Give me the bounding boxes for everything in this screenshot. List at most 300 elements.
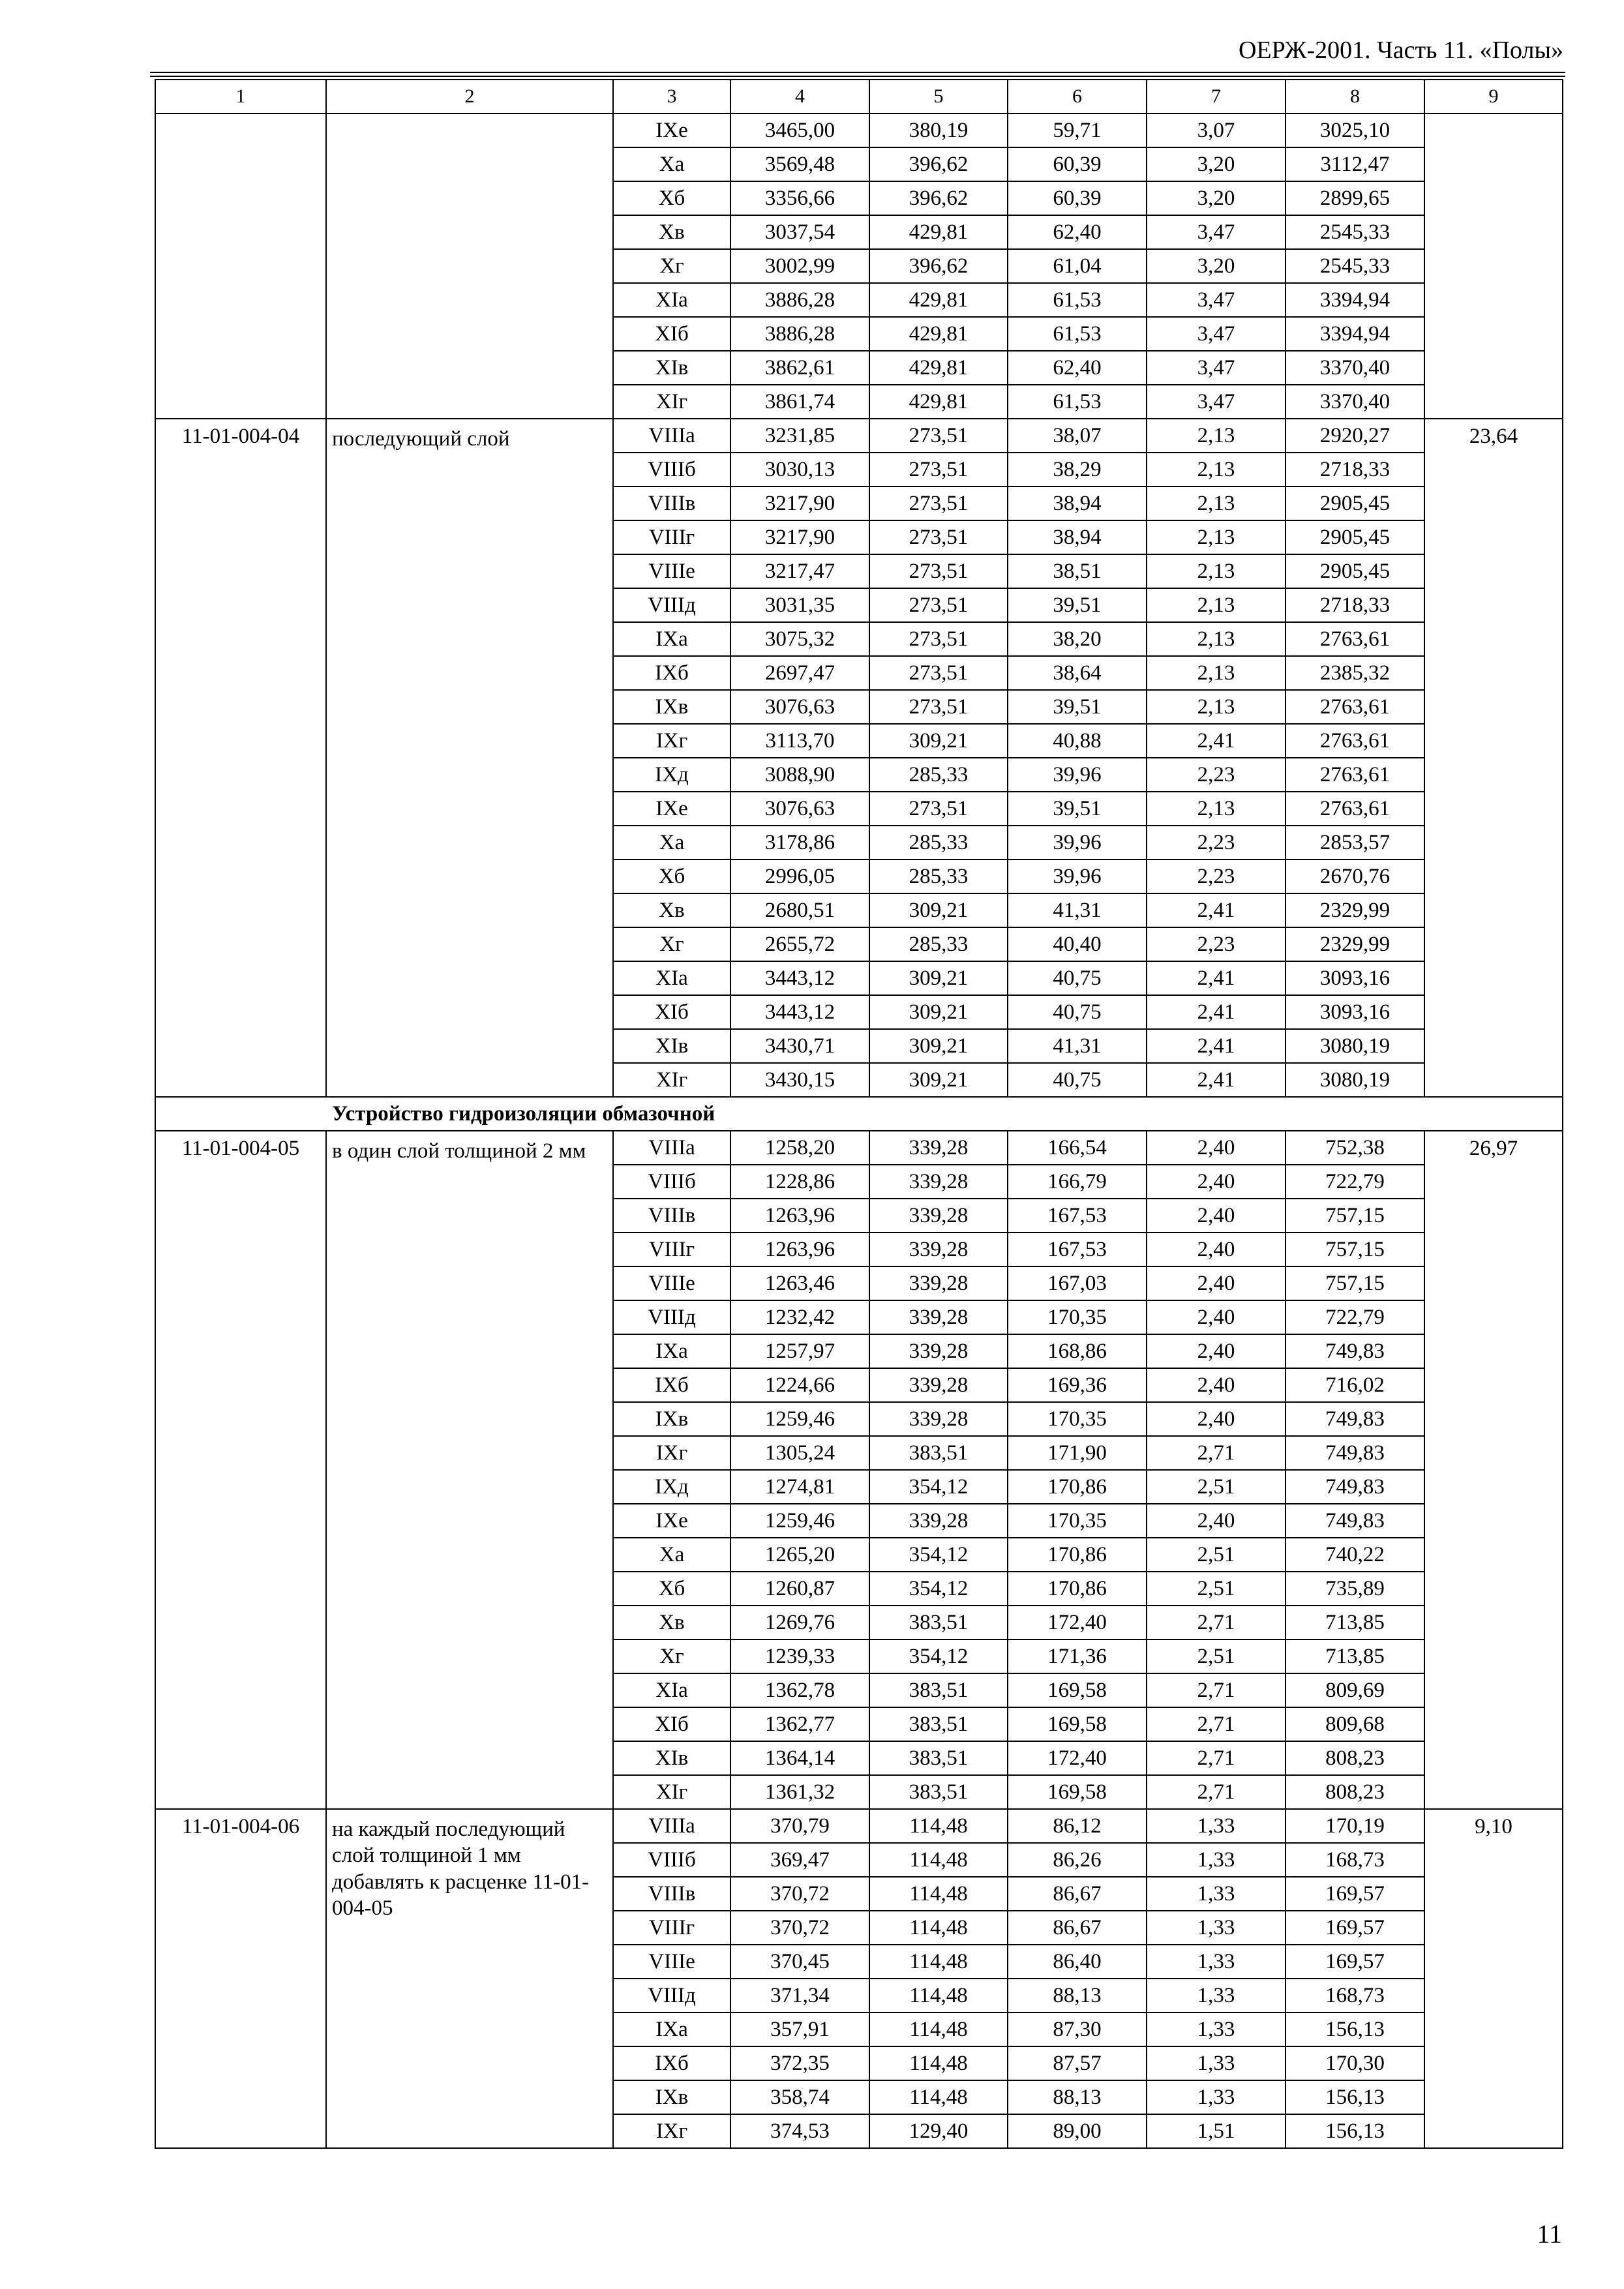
machinists-wages-cell: 2,40 bbox=[1147, 1266, 1286, 1300]
machines-cell: 38,29 bbox=[1008, 453, 1147, 486]
direct-cost-cell: 3443,12 bbox=[730, 995, 869, 1029]
region-cell: VIIIе bbox=[613, 1266, 730, 1300]
materials-cell: 2763,61 bbox=[1286, 622, 1424, 656]
machinists-wages-cell: 2,51 bbox=[1147, 1470, 1286, 1504]
direct-cost-cell: 1362,78 bbox=[730, 1673, 869, 1707]
direct-cost-cell: 1224,66 bbox=[730, 1368, 869, 1402]
machines-cell: 39,51 bbox=[1008, 690, 1147, 724]
region-cell: XIг bbox=[613, 1063, 730, 1097]
machinists-wages-cell: 1,33 bbox=[1147, 2012, 1286, 2046]
column-header-1: 1 bbox=[155, 80, 326, 113]
direct-cost-cell: 3443,12 bbox=[730, 961, 869, 995]
wages-cell: 396,62 bbox=[869, 249, 1008, 283]
wages-cell: 309,21 bbox=[869, 724, 1008, 758]
machines-cell: 88,13 bbox=[1008, 1979, 1147, 2012]
machinists-wages-cell: 3,47 bbox=[1147, 351, 1286, 385]
machinists-wages-cell: 2,13 bbox=[1147, 486, 1286, 520]
materials-cell: 752,38 bbox=[1286, 1131, 1424, 1165]
wages-cell: 429,81 bbox=[869, 351, 1008, 385]
wages-cell: 396,62 bbox=[869, 147, 1008, 181]
machines-cell: 61,53 bbox=[1008, 317, 1147, 351]
machinists-wages-cell: 3,20 bbox=[1147, 147, 1286, 181]
machinists-wages-cell: 2,40 bbox=[1147, 1368, 1286, 1402]
region-cell: IXв bbox=[613, 1402, 730, 1436]
direct-cost-cell: 1305,24 bbox=[730, 1436, 869, 1470]
direct-cost-cell: 3217,90 bbox=[730, 486, 869, 520]
wages-cell: 383,51 bbox=[869, 1707, 1008, 1741]
materials-cell: 749,83 bbox=[1286, 1334, 1424, 1368]
region-cell: IXб bbox=[613, 656, 730, 690]
materials-cell: 170,30 bbox=[1286, 2046, 1424, 2080]
materials-cell: 3370,40 bbox=[1286, 385, 1424, 419]
region-cell: VIIIв bbox=[613, 486, 730, 520]
labor-cost-cell: 9,10 bbox=[1424, 1809, 1563, 2148]
direct-cost-cell: 1257,97 bbox=[730, 1334, 869, 1368]
machinists-wages-cell: 2,23 bbox=[1147, 758, 1286, 792]
machines-cell: 168,86 bbox=[1008, 1334, 1147, 1368]
machines-cell: 40,75 bbox=[1008, 961, 1147, 995]
direct-cost-cell: 1265,20 bbox=[730, 1538, 869, 1572]
wages-cell: 429,81 bbox=[869, 283, 1008, 317]
direct-cost-cell: 3178,86 bbox=[730, 826, 869, 860]
direct-cost-cell: 2697,47 bbox=[730, 656, 869, 690]
materials-cell: 716,02 bbox=[1286, 1368, 1424, 1402]
machines-cell: 61,04 bbox=[1008, 249, 1147, 283]
direct-cost-cell: 1269,76 bbox=[730, 1606, 869, 1639]
wages-cell: 273,51 bbox=[869, 554, 1008, 588]
machinists-wages-cell: 1,33 bbox=[1147, 1945, 1286, 1979]
column-header-7: 7 bbox=[1147, 80, 1286, 113]
machines-cell: 86,67 bbox=[1008, 1911, 1147, 1945]
wages-cell: 383,51 bbox=[869, 1673, 1008, 1707]
wages-cell: 273,51 bbox=[869, 486, 1008, 520]
materials-cell: 3080,19 bbox=[1286, 1029, 1424, 1063]
machinists-wages-cell: 2,23 bbox=[1147, 927, 1286, 961]
direct-cost-cell: 1263,46 bbox=[730, 1266, 869, 1300]
machines-cell: 170,86 bbox=[1008, 1538, 1147, 1572]
code-cell: 11-01-004-06 bbox=[155, 1809, 326, 2148]
wages-cell: 429,81 bbox=[869, 317, 1008, 351]
column-header-row bbox=[155, 80, 1563, 113]
region-cell: IXе bbox=[613, 792, 730, 826]
wages-cell: 429,81 bbox=[869, 215, 1008, 249]
direct-cost-cell: 3031,35 bbox=[730, 588, 869, 622]
wages-cell: 273,51 bbox=[869, 622, 1008, 656]
region-cell: IXд bbox=[613, 758, 730, 792]
materials-cell: 3394,94 bbox=[1286, 317, 1424, 351]
machines-cell: 170,35 bbox=[1008, 1300, 1147, 1334]
code-cell: 11-01-004-05 bbox=[155, 1131, 326, 1809]
region-cell: VIIIа bbox=[613, 1131, 730, 1165]
region-cell: XIв bbox=[613, 1029, 730, 1063]
wages-cell: 114,48 bbox=[869, 1843, 1008, 1877]
machinists-wages-cell: 1,33 bbox=[1147, 1911, 1286, 1945]
column-header-3: 3 bbox=[613, 80, 730, 113]
region-cell: IXе bbox=[613, 1504, 730, 1538]
labor-cost-cell: 23,64 bbox=[1424, 419, 1563, 1097]
machines-cell: 167,53 bbox=[1008, 1233, 1147, 1266]
direct-cost-cell: 2996,05 bbox=[730, 860, 869, 893]
machines-cell: 171,36 bbox=[1008, 1639, 1147, 1673]
machines-cell: 171,90 bbox=[1008, 1436, 1147, 1470]
wages-cell: 383,51 bbox=[869, 1436, 1008, 1470]
region-cell: Xв bbox=[613, 1606, 730, 1639]
machines-cell: 170,86 bbox=[1008, 1572, 1147, 1606]
direct-cost-cell: 1258,20 bbox=[730, 1131, 869, 1165]
machines-cell: 167,53 bbox=[1008, 1199, 1147, 1233]
region-cell: XIб bbox=[613, 1707, 730, 1741]
wages-cell: 114,48 bbox=[869, 2080, 1008, 2114]
machinists-wages-cell: 2,71 bbox=[1147, 1436, 1286, 1470]
machinists-wages-cell: 1,51 bbox=[1147, 2114, 1286, 2148]
materials-cell: 2853,57 bbox=[1286, 826, 1424, 860]
machines-cell: 62,40 bbox=[1008, 215, 1147, 249]
machinists-wages-cell: 2,13 bbox=[1147, 554, 1286, 588]
direct-cost-cell: 358,74 bbox=[730, 2080, 869, 2114]
wages-cell: 339,28 bbox=[869, 1266, 1008, 1300]
machinists-wages-cell: 2,41 bbox=[1147, 724, 1286, 758]
machines-cell: 86,67 bbox=[1008, 1877, 1147, 1911]
materials-cell: 2763,61 bbox=[1286, 758, 1424, 792]
machines-cell: 38,51 bbox=[1008, 554, 1147, 588]
machines-cell: 40,88 bbox=[1008, 724, 1147, 758]
machines-cell: 170,35 bbox=[1008, 1504, 1147, 1538]
machinists-wages-cell: 2,13 bbox=[1147, 656, 1286, 690]
region-cell: Xб bbox=[613, 860, 730, 893]
wages-cell: 114,48 bbox=[869, 2046, 1008, 2080]
materials-cell: 722,79 bbox=[1286, 1300, 1424, 1334]
machinists-wages-cell: 1,33 bbox=[1147, 2080, 1286, 2114]
wages-cell: 354,12 bbox=[869, 1470, 1008, 1504]
direct-cost-cell: 3861,74 bbox=[730, 385, 869, 419]
wages-cell: 273,51 bbox=[869, 690, 1008, 724]
machinists-wages-cell: 1,33 bbox=[1147, 1979, 1286, 2012]
direct-cost-cell: 1260,87 bbox=[730, 1572, 869, 1606]
region-cell: IXд bbox=[613, 1470, 730, 1504]
machines-cell: 38,94 bbox=[1008, 520, 1147, 554]
machinists-wages-cell: 2,13 bbox=[1147, 520, 1286, 554]
machines-cell: 167,03 bbox=[1008, 1266, 1147, 1300]
direct-cost-cell: 357,91 bbox=[730, 2012, 869, 2046]
column-header-4: 4 bbox=[730, 80, 869, 113]
wages-cell: 285,33 bbox=[869, 927, 1008, 961]
wages-cell: 273,51 bbox=[869, 656, 1008, 690]
direct-cost-cell: 370,79 bbox=[730, 1809, 869, 1843]
direct-cost-cell: 1361,32 bbox=[730, 1775, 869, 1809]
region-cell: IXб bbox=[613, 2046, 730, 2080]
machines-cell: 38,94 bbox=[1008, 486, 1147, 520]
wages-cell: 114,48 bbox=[869, 1979, 1008, 2012]
materials-cell: 2545,33 bbox=[1286, 249, 1424, 283]
materials-cell: 2763,61 bbox=[1286, 792, 1424, 826]
name-cell bbox=[326, 113, 613, 419]
direct-cost-cell: 370,45 bbox=[730, 1945, 869, 1979]
machinists-wages-cell: 2,51 bbox=[1147, 1639, 1286, 1673]
machinists-wages-cell: 2,71 bbox=[1147, 1673, 1286, 1707]
region-cell: XIв bbox=[613, 1741, 730, 1775]
direct-cost-cell: 3113,70 bbox=[730, 724, 869, 758]
labor-cost-cell: 26,97 bbox=[1424, 1131, 1563, 1809]
table-row bbox=[155, 419, 1563, 453]
direct-cost-cell: 3076,63 bbox=[730, 690, 869, 724]
machines-cell: 61,53 bbox=[1008, 283, 1147, 317]
machines-cell: 39,96 bbox=[1008, 826, 1147, 860]
direct-cost-cell: 3076,63 bbox=[730, 792, 869, 826]
region-cell: XIв bbox=[613, 351, 730, 385]
machines-cell: 38,20 bbox=[1008, 622, 1147, 656]
wages-cell: 114,48 bbox=[869, 1809, 1008, 1843]
region-cell: Xа bbox=[613, 826, 730, 860]
machines-cell: 166,79 bbox=[1008, 1165, 1147, 1199]
machines-cell: 169,58 bbox=[1008, 1775, 1147, 1809]
materials-cell: 169,57 bbox=[1286, 1911, 1424, 1945]
machines-cell: 166,54 bbox=[1008, 1131, 1147, 1165]
direct-cost-cell: 1263,96 bbox=[730, 1233, 869, 1266]
materials-cell: 2905,45 bbox=[1286, 486, 1424, 520]
direct-cost-cell: 3217,47 bbox=[730, 554, 869, 588]
machinists-wages-cell: 1,33 bbox=[1147, 1809, 1286, 1843]
name-cell: в один слой толщиной 2 мм bbox=[326, 1131, 613, 1809]
materials-cell: 168,73 bbox=[1286, 1843, 1424, 1877]
header-rule-top bbox=[150, 72, 1565, 73]
materials-cell: 809,69 bbox=[1286, 1673, 1424, 1707]
region-cell: VIIIг bbox=[613, 1911, 730, 1945]
materials-cell: 2385,32 bbox=[1286, 656, 1424, 690]
machinists-wages-cell: 3,20 bbox=[1147, 181, 1286, 215]
materials-cell: 757,15 bbox=[1286, 1199, 1424, 1233]
name-cell: на каждый последующий слой толщиной 1 мм добавлять к расценке 11-01-004-05 bbox=[326, 1809, 613, 2148]
materials-cell: 713,85 bbox=[1286, 1639, 1424, 1673]
region-cell: VIIIд bbox=[613, 1300, 730, 1334]
direct-cost-cell: 3356,66 bbox=[730, 181, 869, 215]
code-cell bbox=[155, 113, 326, 419]
machines-cell: 41,31 bbox=[1008, 1029, 1147, 1063]
machinists-wages-cell: 2,40 bbox=[1147, 1233, 1286, 1266]
machines-cell: 86,12 bbox=[1008, 1809, 1147, 1843]
region-cell: Xг bbox=[613, 249, 730, 283]
wages-cell: 309,21 bbox=[869, 1063, 1008, 1097]
materials-cell: 3080,19 bbox=[1286, 1063, 1424, 1097]
direct-cost-cell: 374,53 bbox=[730, 2114, 869, 2148]
wages-cell: 383,51 bbox=[869, 1741, 1008, 1775]
direct-cost-cell: 1362,77 bbox=[730, 1707, 869, 1741]
direct-cost-cell: 3862,61 bbox=[730, 351, 869, 385]
machinists-wages-cell: 2,41 bbox=[1147, 1063, 1286, 1097]
machines-cell: 89,00 bbox=[1008, 2114, 1147, 2148]
direct-cost-cell: 3231,85 bbox=[730, 419, 869, 453]
direct-cost-cell: 3430,15 bbox=[730, 1063, 869, 1097]
wages-cell: 383,51 bbox=[869, 1775, 1008, 1809]
region-cell: VIIIг bbox=[613, 1233, 730, 1266]
machinists-wages-cell: 2,71 bbox=[1147, 1707, 1286, 1741]
materials-cell: 740,22 bbox=[1286, 1538, 1424, 1572]
table-row bbox=[155, 1809, 1563, 1843]
materials-cell: 722,79 bbox=[1286, 1165, 1424, 1199]
direct-cost-cell: 1259,46 bbox=[730, 1402, 869, 1436]
region-cell: XIа bbox=[613, 1673, 730, 1707]
machines-cell: 86,26 bbox=[1008, 1843, 1147, 1877]
wages-cell: 129,40 bbox=[869, 2114, 1008, 2148]
region-cell: Xг bbox=[613, 927, 730, 961]
region-cell: IXа bbox=[613, 622, 730, 656]
wages-cell: 354,12 bbox=[869, 1572, 1008, 1606]
region-cell: VIIIг bbox=[613, 520, 730, 554]
machinists-wages-cell: 1,33 bbox=[1147, 2046, 1286, 2080]
region-cell: Xа bbox=[613, 147, 730, 181]
machinists-wages-cell: 2,41 bbox=[1147, 893, 1286, 927]
machinists-wages-cell: 2,23 bbox=[1147, 826, 1286, 860]
wages-cell: 309,21 bbox=[869, 961, 1008, 995]
direct-cost-cell: 3037,54 bbox=[730, 215, 869, 249]
materials-cell: 757,15 bbox=[1286, 1233, 1424, 1266]
machines-cell: 40,40 bbox=[1008, 927, 1147, 961]
materials-cell: 749,83 bbox=[1286, 1470, 1424, 1504]
materials-cell: 156,13 bbox=[1286, 2080, 1424, 2114]
region-cell: IXа bbox=[613, 2012, 730, 2046]
region-cell: VIIIб bbox=[613, 1165, 730, 1199]
materials-cell: 2905,45 bbox=[1286, 520, 1424, 554]
machinists-wages-cell: 2,23 bbox=[1147, 860, 1286, 893]
region-cell: VIIIа bbox=[613, 419, 730, 453]
machines-cell: 62,40 bbox=[1008, 351, 1147, 385]
machinists-wages-cell: 2,13 bbox=[1147, 453, 1286, 486]
materials-cell: 808,23 bbox=[1286, 1775, 1424, 1809]
direct-cost-cell: 372,35 bbox=[730, 2046, 869, 2080]
region-cell: IXе bbox=[613, 113, 730, 147]
materials-cell: 749,83 bbox=[1286, 1504, 1424, 1538]
wages-cell: 339,28 bbox=[869, 1199, 1008, 1233]
machines-cell: 39,51 bbox=[1008, 588, 1147, 622]
direct-cost-cell: 1232,42 bbox=[730, 1300, 869, 1334]
machinists-wages-cell: 2,40 bbox=[1147, 1504, 1286, 1538]
region-cell: IXг bbox=[613, 1436, 730, 1470]
materials-cell: 2545,33 bbox=[1286, 215, 1424, 249]
machinists-wages-cell: 3,47 bbox=[1147, 215, 1286, 249]
materials-cell: 168,73 bbox=[1286, 1979, 1424, 2012]
materials-cell: 757,15 bbox=[1286, 1266, 1424, 1300]
region-cell: VIIIв bbox=[613, 1199, 730, 1233]
machines-cell: 61,53 bbox=[1008, 385, 1147, 419]
wages-cell: 339,28 bbox=[869, 1233, 1008, 1266]
region-cell: Xб bbox=[613, 181, 730, 215]
column-header-6: 6 bbox=[1008, 80, 1147, 113]
region-cell: VIIIб bbox=[613, 453, 730, 486]
section-title-row bbox=[155, 1097, 1563, 1131]
machinists-wages-cell: 3,47 bbox=[1147, 283, 1286, 317]
direct-cost-cell: 1259,46 bbox=[730, 1504, 869, 1538]
machines-cell: 40,75 bbox=[1008, 995, 1147, 1029]
region-cell: IXг bbox=[613, 2114, 730, 2148]
materials-cell: 808,23 bbox=[1286, 1741, 1424, 1775]
column-header-5: 5 bbox=[869, 80, 1008, 113]
machinists-wages-cell: 2,41 bbox=[1147, 961, 1286, 995]
column-header-2: 2 bbox=[326, 80, 613, 113]
region-cell: VIIIа bbox=[613, 1809, 730, 1843]
direct-cost-cell: 371,34 bbox=[730, 1979, 869, 2012]
machines-cell: 60,39 bbox=[1008, 147, 1147, 181]
document-header: ОЕРЖ-2001. Часть 11. «Полы» bbox=[1238, 37, 1563, 64]
direct-cost-cell: 3430,71 bbox=[730, 1029, 869, 1063]
materials-cell: 3093,16 bbox=[1286, 995, 1424, 1029]
region-cell: Xг bbox=[613, 1639, 730, 1673]
region-cell: Xа bbox=[613, 1538, 730, 1572]
materials-cell: 169,57 bbox=[1286, 1945, 1424, 1979]
machines-cell: 40,75 bbox=[1008, 1063, 1147, 1097]
region-cell: Xб bbox=[613, 1572, 730, 1606]
direct-cost-cell: 3075,32 bbox=[730, 622, 869, 656]
direct-cost-cell: 3217,90 bbox=[730, 520, 869, 554]
table-row bbox=[155, 113, 1563, 147]
wages-cell: 114,48 bbox=[869, 1911, 1008, 1945]
materials-cell: 2670,76 bbox=[1286, 860, 1424, 893]
direct-cost-cell: 1274,81 bbox=[730, 1470, 869, 1504]
materials-cell: 713,85 bbox=[1286, 1606, 1424, 1639]
wages-cell: 339,28 bbox=[869, 1402, 1008, 1436]
materials-cell: 2329,99 bbox=[1286, 927, 1424, 961]
machinists-wages-cell: 2,13 bbox=[1147, 419, 1286, 453]
region-cell: Xв bbox=[613, 215, 730, 249]
machinists-wages-cell: 2,40 bbox=[1147, 1334, 1286, 1368]
wages-cell: 285,33 bbox=[869, 860, 1008, 893]
wages-cell: 339,28 bbox=[869, 1165, 1008, 1199]
table-row bbox=[155, 1131, 1563, 1165]
direct-cost-cell: 1364,14 bbox=[730, 1741, 869, 1775]
direct-cost-cell: 1239,33 bbox=[730, 1639, 869, 1673]
materials-cell: 2763,61 bbox=[1286, 690, 1424, 724]
wages-cell: 339,28 bbox=[869, 1300, 1008, 1334]
wages-cell: 354,12 bbox=[869, 1538, 1008, 1572]
direct-cost-cell: 2655,72 bbox=[730, 927, 869, 961]
wages-cell: 285,33 bbox=[869, 826, 1008, 860]
region-cell: IXа bbox=[613, 1334, 730, 1368]
machinists-wages-cell: 2,40 bbox=[1147, 1199, 1286, 1233]
machines-cell: 59,71 bbox=[1008, 113, 1147, 147]
machines-cell: 38,64 bbox=[1008, 656, 1147, 690]
machinists-wages-cell: 2,13 bbox=[1147, 792, 1286, 826]
wages-cell: 285,33 bbox=[869, 758, 1008, 792]
wages-cell: 273,51 bbox=[869, 453, 1008, 486]
wages-cell: 114,48 bbox=[869, 1877, 1008, 1911]
materials-cell: 809,68 bbox=[1286, 1707, 1424, 1741]
direct-cost-cell: 3088,90 bbox=[730, 758, 869, 792]
machines-cell: 86,40 bbox=[1008, 1945, 1147, 1979]
region-cell: IXв bbox=[613, 690, 730, 724]
machinists-wages-cell: 2,51 bbox=[1147, 1538, 1286, 1572]
machines-cell: 60,39 bbox=[1008, 181, 1147, 215]
region-cell: VIIIд bbox=[613, 588, 730, 622]
direct-cost-cell: 370,72 bbox=[730, 1877, 869, 1911]
machines-cell: 172,40 bbox=[1008, 1741, 1147, 1775]
wages-cell: 380,19 bbox=[869, 113, 1008, 147]
region-cell: VIIIе bbox=[613, 1945, 730, 1979]
wages-cell: 273,51 bbox=[869, 588, 1008, 622]
wages-cell: 429,81 bbox=[869, 385, 1008, 419]
wages-cell: 114,48 bbox=[869, 1945, 1008, 1979]
machines-cell: 87,30 bbox=[1008, 2012, 1147, 2046]
region-cell: VIIIд bbox=[613, 1979, 730, 2012]
machines-cell: 87,57 bbox=[1008, 2046, 1147, 2080]
materials-cell: 3370,40 bbox=[1286, 351, 1424, 385]
region-cell: XIб bbox=[613, 317, 730, 351]
wages-cell: 273,51 bbox=[869, 419, 1008, 453]
machinists-wages-cell: 3,07 bbox=[1147, 113, 1286, 147]
materials-cell: 735,89 bbox=[1286, 1572, 1424, 1606]
materials-cell: 169,57 bbox=[1286, 1877, 1424, 1911]
direct-cost-cell: 3030,13 bbox=[730, 453, 869, 486]
wages-cell: 309,21 bbox=[869, 995, 1008, 1029]
column-header-8: 8 bbox=[1286, 80, 1424, 113]
machinists-wages-cell: 2,71 bbox=[1147, 1741, 1286, 1775]
